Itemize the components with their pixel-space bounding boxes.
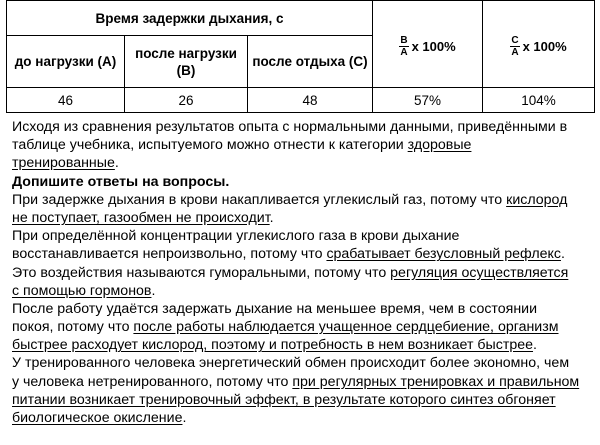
answer-trained-end: биологическое окисление [12, 410, 183, 426]
text-line: Исходя из сравнения результатов опыта с нормальными данными, приведёнными в [12, 119, 568, 135]
answer-trained-cont: питании возникает тренировочный эффект, в результате которого синтез обгоняет [12, 391, 556, 408]
ratio2-numerator: С [511, 35, 519, 46]
text-line: у человека нетренированного, потому что при регулярных тренировках и правильном [12, 373, 580, 390]
text-line: таблице учебника, испытуемого можно отнести к категории здоровые [12, 137, 472, 154]
value-ratio-c-a: 104% [483, 88, 595, 113]
ratio1-denominator: А [400, 47, 408, 58]
value-ratio-b-a: 57% [373, 88, 483, 113]
worksheet-text [12, 118, 592, 427]
text-line: У тренированного человека энергетический обмен происходит более экономно, чем [12, 355, 570, 372]
questions-heading: Допишите ответы на вопросы. [12, 173, 230, 190]
answer-co2: кислород [506, 191, 568, 208]
answer-humoral: регуляция осуществляется [390, 264, 569, 281]
value-after-rest: 48 [248, 88, 373, 113]
text-line: биологическое окисление. [12, 410, 187, 426]
text-line: После работу удаётся задержать дыхание на меньшее время, чем в состоянии [12, 300, 538, 317]
text-line: покоя, потому что после работы наблюдается учащенное сердцебиение, организм [12, 319, 559, 336]
value-before-load: 46 [7, 88, 125, 113]
ratio1-numerator: В [400, 35, 408, 46]
text-line: При определённой концентрации углекислого газа в крови дыхание [12, 228, 460, 245]
value-after-load: 26 [125, 88, 248, 113]
answer-after-work-cont: быстрее расходует кислород, поэтому и потребность в нем возникает быстрее [12, 337, 534, 354]
text-line: восстанавливается непроизвольно, потому что срабатывает безусловный рефлекс. [12, 246, 565, 263]
header-after-rest: после отдыха (С) [248, 36, 373, 88]
answer-after-work: после работы наблюдается учащенное сердцебиение, организм [133, 319, 559, 336]
answer-trained: при регулярных тренировках и правильном [292, 373, 580, 390]
answer-category: здоровые [407, 137, 472, 154]
ratio-c-over-a-header [483, 1, 595, 88]
header-after-load: после нагрузки (В) [125, 36, 248, 88]
ratio2-suffix: x 100% [522, 39, 567, 54]
text-line: быстрее расходует кислород, поэтому и потребность в нем возникает быстрее. [12, 337, 537, 354]
answer-reflex: срабатывает безусловный рефлекс [326, 246, 561, 263]
text-line: При задержке дыхания в крови накапливается углекислый газ, потому что кислород [12, 191, 568, 208]
results-table [6, 0, 595, 113]
ratio2-denominator: А [511, 47, 519, 58]
header-before-load: до нагрузки (А) [7, 36, 125, 88]
text-line: не поступает, газообмен не происходит. [12, 209, 274, 226]
text-line [12, 391, 592, 409]
answer-humoral-cont: с помощью гормонов [12, 282, 152, 299]
ratio-b-over-a-header [373, 1, 483, 88]
text-line: с помощью гормонов. [12, 282, 156, 299]
answer-co2-cont: не поступает, газообмен не происходит [12, 209, 270, 226]
ratio1-suffix: x 100% [411, 39, 456, 54]
table-title: Время задержки дыхания, с [7, 1, 373, 36]
answer-category-cont: тренированные [12, 155, 115, 172]
text-line: тренированные. [12, 155, 119, 172]
text-line: Это воздействия называются гуморальными, потому что регуляция осуществляется [12, 264, 569, 281]
